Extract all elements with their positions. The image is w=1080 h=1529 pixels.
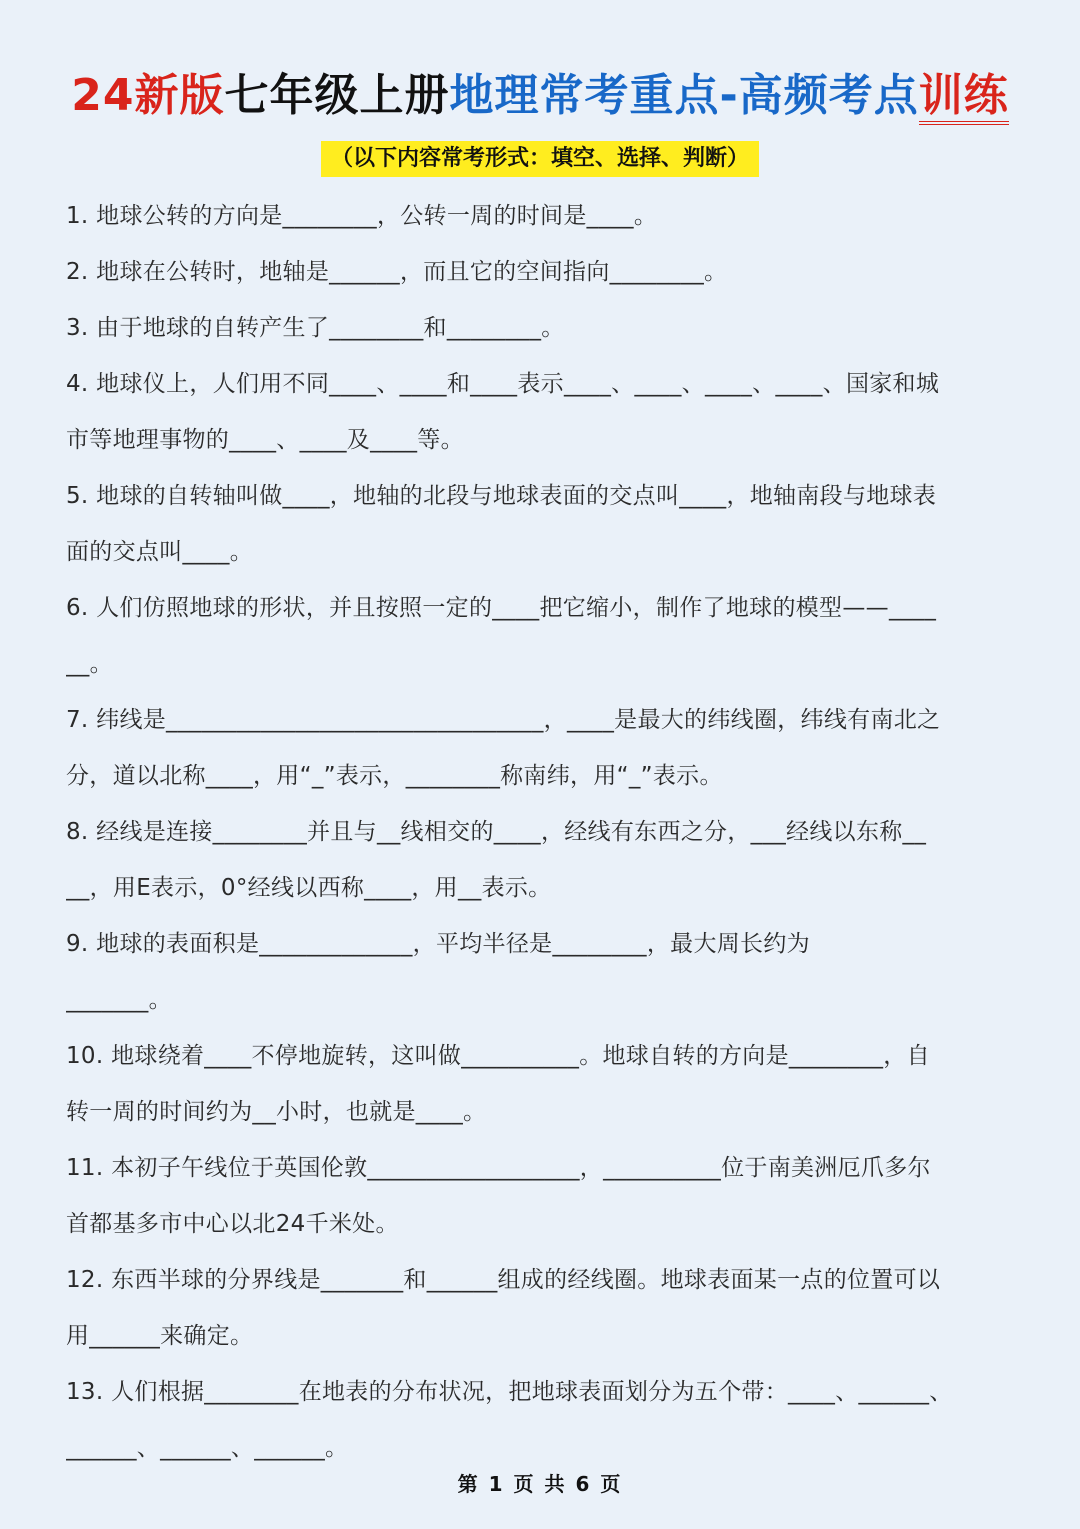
title-edition: 24新版 xyxy=(71,70,225,121)
question-4-line-2: 市等地理事物的____、____及____等。 xyxy=(66,427,464,453)
question-6-line-1: 6. 人们仿照地球的形状，并且按照一定的____把它缩小，制作了地球的模型——____ xyxy=(66,595,937,621)
question-8-line-1: 8. 经线是连接________并且与__线相交的____，经线有东西之分，___经线以东称__ xyxy=(66,819,927,845)
question-11-line-2: 首都基多市中心以北24千米处。 xyxy=(66,1211,399,1237)
question-4-line-1: 4. 地球仪上，人们用不同____、____和____表示____、____、____、____、国家和城 xyxy=(66,371,940,397)
subtitle: （以下内容常考形式：填空、选择、判断） xyxy=(321,141,759,177)
question-5-line-2: 面的交点叫____。 xyxy=(66,539,253,565)
question-list xyxy=(66,188,1016,1476)
title-training: 训练 xyxy=(919,70,1009,125)
subtitle-banner xyxy=(0,141,1080,177)
question-7-line-2: 分，道以北称____，用“_”表示，________称南纬，用“_”表示。 xyxy=(66,763,723,789)
question-6-line-2: __。 xyxy=(66,651,113,677)
question-2: 2. 地球在公转时，地轴是______，而且它的空间指向________。 xyxy=(66,259,728,285)
question-13-line-1: 13. 人们根据________在地表的分布状况，把地球表面划分为五个带：____、______、 xyxy=(66,1379,953,1405)
question-10-line-1: 10. 地球绕着____不停地旋转，这叫做__________。地球自转的方向是________，自 xyxy=(66,1043,930,1069)
question-3: 3. 由于地球的自转产生了________和________。 xyxy=(66,315,565,341)
question-11-line-1: 11. 本初子午线位于英国伦敦__________________，__________位于南美洲厄爪多尔 xyxy=(66,1155,931,1181)
question-13-line-2: ______、______、______。 xyxy=(66,1435,349,1461)
page-number: 第 1 页 共 6 页 xyxy=(457,1472,623,1496)
question-9-line-1: 9. 地球的表面积是_____________，平均半径是________，最大周长约为 xyxy=(66,931,810,957)
question-1: 1. 地球公转的方向是________，公转一周的时间是____。 xyxy=(66,203,658,229)
question-9-line-2: _______。 xyxy=(66,987,172,1013)
title-subject: 地理常考重点-高频考点 xyxy=(449,70,919,121)
page-title xyxy=(0,66,1080,126)
question-12-line-1: 12. 东西半球的分界线是_______和______组成的经线圈。地球表面某一点的位置可以 xyxy=(66,1267,941,1293)
question-12-line-2: 用______来确定。 xyxy=(66,1323,254,1349)
question-8-line-2: __，用E表示，0°经线以西称____，用__表示。 xyxy=(66,875,552,901)
question-10-line-2: 转一周的时间约为__小时，也就是____。 xyxy=(66,1099,487,1125)
question-7-line-1: 7. 纬线是________________________________，____是最大的纬线圈，纬线有南北之 xyxy=(66,707,941,733)
question-5-line-1: 5. 地球的自转轴叫做____，地轴的北段与地球表面的交点叫____，地轴南段与地球表 xyxy=(66,483,937,509)
title-grade: 七年级上册 xyxy=(224,70,450,121)
